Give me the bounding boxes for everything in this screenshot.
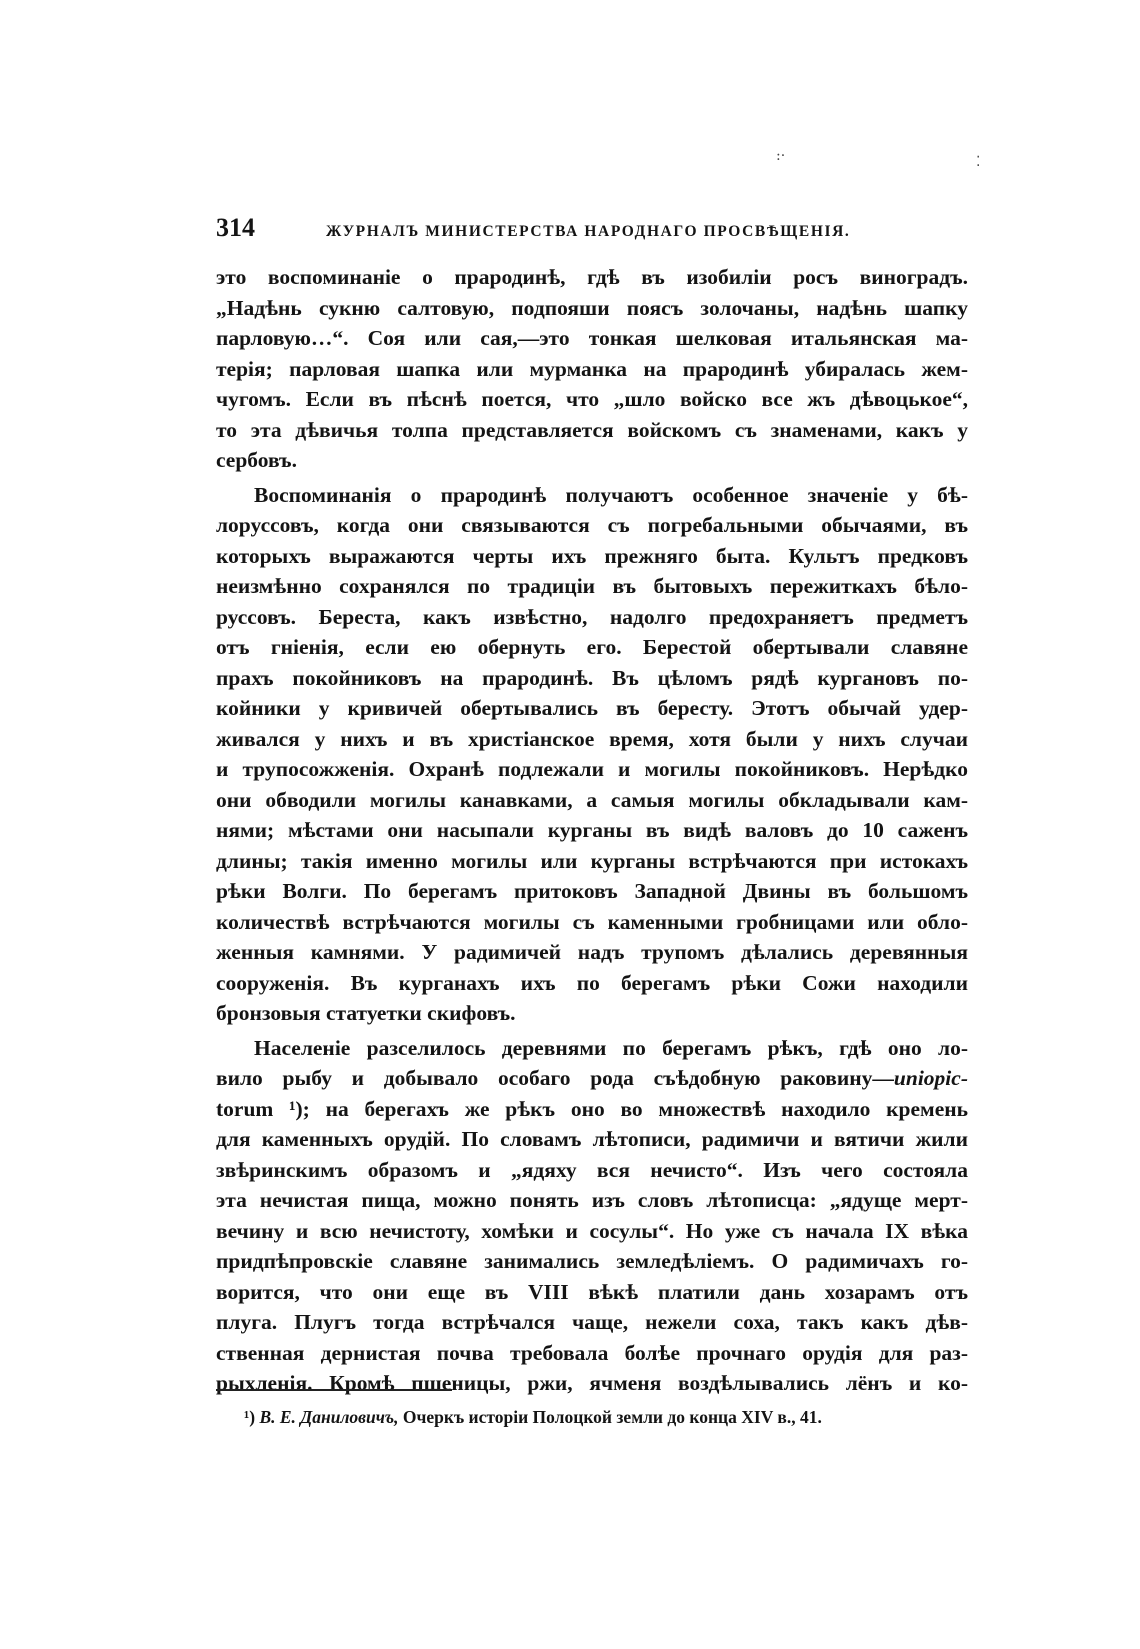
text-line: это воспоминаніе о прародинѣ, гдѣ въ изобиліи росъ виноградъ. bbox=[216, 265, 968, 289]
text-line: плуга. Плугъ тогда встрѣчался чаще, нежели соха, такъ какъ дѣв- bbox=[216, 1310, 968, 1334]
text-line: „Надѣнь сукню салтовую, подпояши поясъ золочаны, надѣнь шапку bbox=[216, 295, 968, 320]
text-line: для каменныхъ орудій. По словамъ лѣтописи, радимичи и вятичи жили bbox=[216, 1127, 968, 1151]
text-line: сооруженія. Въ курганахъ ихъ по берегамъ рѣки Сожи находили bbox=[216, 970, 968, 995]
text-line: torum ¹); на берегахъ же рѣкъ оно во множествѣ находило кремень bbox=[216, 1096, 968, 1121]
scan-speck: :· bbox=[776, 148, 786, 164]
text-line: ственная дернистая почва требовала болѣе прочнаго орудія для раз- bbox=[216, 1340, 968, 1365]
text-line-lead: вило рыбу и добывало особаго рода съѣдобную раковину— bbox=[216, 1066, 894, 1090]
text-line: длины; такія именно могилы или курганы встрѣчаются при истокахъ bbox=[216, 848, 968, 873]
text-line: нями; мѣстами они насыпали курганы въ видѣ валовъ до 10 саженъ bbox=[216, 818, 968, 842]
text-line: ворится, что они еще въ VIII вѣкѣ платили дань хозарамъ отъ bbox=[216, 1279, 968, 1304]
text-line: терія; парловая шапка или мурманка на прародинѣ убиралась жем- bbox=[216, 356, 968, 381]
footnote-divider bbox=[216, 1389, 452, 1391]
text-line: неизмѣнно сохранялся по традиціи въ бытовыхъ пережиткахъ бѣло- bbox=[216, 574, 968, 598]
running-title: ЖУРНАЛЪ МИНИСТЕРСТВА НАРОДНАГО ПРОСВѢЩЕНІЯ. bbox=[326, 223, 851, 240]
text-line: Населеніе разселилось деревнями по берегамъ рѣкъ, гдѣ оно ло- bbox=[254, 1035, 968, 1060]
text-line: сербовъ. bbox=[216, 448, 297, 472]
text-line: Воспоминанія о прародинѣ получаютъ особенное значеніе у бѣ- bbox=[254, 482, 968, 507]
text-line: вечину и всю нечистоту, хомѣки и сосулы“. Но уже съ начала IX вѣка bbox=[216, 1218, 968, 1243]
text-line: они обводили могилы канавками, а самыя могилы обкладывали кам- bbox=[216, 787, 968, 812]
text-line: количествѣ встрѣчаются могилы съ каменными гробницами или обло- bbox=[216, 909, 968, 934]
text-line: звѣринскимъ образомъ и „ядяху вся нечисто“. Изъ чего состояла bbox=[216, 1157, 968, 1182]
text-line: койники у кривичей обертывались въ бересту. Этотъ обычай удер- bbox=[216, 696, 968, 720]
text-line: парловую…“. Соя или сая,—это тонкая шелковая итальянская ма- bbox=[216, 326, 968, 350]
text-line: рѣки Волги. По берегамъ притоковъ Западной Двины въ большомъ bbox=[216, 879, 968, 903]
body-text bbox=[216, 262, 968, 1399]
text-line: рыхленія. Кромѣ пшеницы, ржи, ячменя воздѣлывались лёнъ и ко- bbox=[216, 1371, 968, 1395]
scan-speck: ⁚ bbox=[976, 154, 981, 170]
text-line: женныя камнями. У радимичей надъ трупомъ дѣлались деревянныя bbox=[216, 940, 968, 964]
text-line: то эта дѣвичья толпа представляется войскомъ съ знаменами, какъ у bbox=[216, 417, 968, 442]
footnote bbox=[244, 1404, 968, 1430]
text-line: лоруссовъ, когда они связываются съ погребальными обычаями, въ bbox=[216, 513, 968, 537]
page-number: 314 bbox=[216, 213, 255, 242]
text-line: эта нечистая пища, можно понять изъ словъ лѣтописца: „ядуще мерт- bbox=[216, 1188, 968, 1212]
footnote-text: Очеркъ исторіи Полоцкой земли до конца XIV в., 41. bbox=[402, 1407, 822, 1427]
text-line bbox=[216, 1063, 968, 1094]
text-line: и трупосожженія. Охранѣ подлежали и могилы покойниковъ. Нерѣдко bbox=[216, 757, 968, 781]
italic-term: uniopic- bbox=[893, 1066, 968, 1090]
text-line: чугомъ. Если въ пѣснѣ поется, что „шло войско все жъ дѣвоцькое“, bbox=[216, 387, 968, 411]
text-line: бронзовыя статуетки скифовъ. bbox=[216, 1001, 516, 1025]
scan-specks bbox=[770, 148, 1000, 178]
text-line: живался у нихъ и въ христіанское время, хотя были у нихъ случаи bbox=[216, 726, 968, 751]
text-line: которыхъ выражаются черты ихъ прежняго быта. Культъ предковъ bbox=[216, 543, 968, 568]
text-line: руссовъ. Береста, какъ извѣстно, надолго предохраняетъ предметъ bbox=[216, 604, 968, 629]
footnote-author: В. Е. Даниловичъ, bbox=[259, 1407, 399, 1427]
footnote-marker: ¹) bbox=[244, 1407, 256, 1427]
text-line: придпѣпровскіе славяне занимались земледѣліемъ. О радимичахъ го- bbox=[216, 1249, 968, 1273]
running-header bbox=[216, 213, 968, 247]
text-line: прахъ покойниковъ на прародинѣ. Въ цѣломъ рядѣ кургановъ по- bbox=[216, 665, 968, 690]
text-line: отъ гніенія, если ею обернуть его. Берестой обертывали славяне bbox=[216, 635, 968, 659]
